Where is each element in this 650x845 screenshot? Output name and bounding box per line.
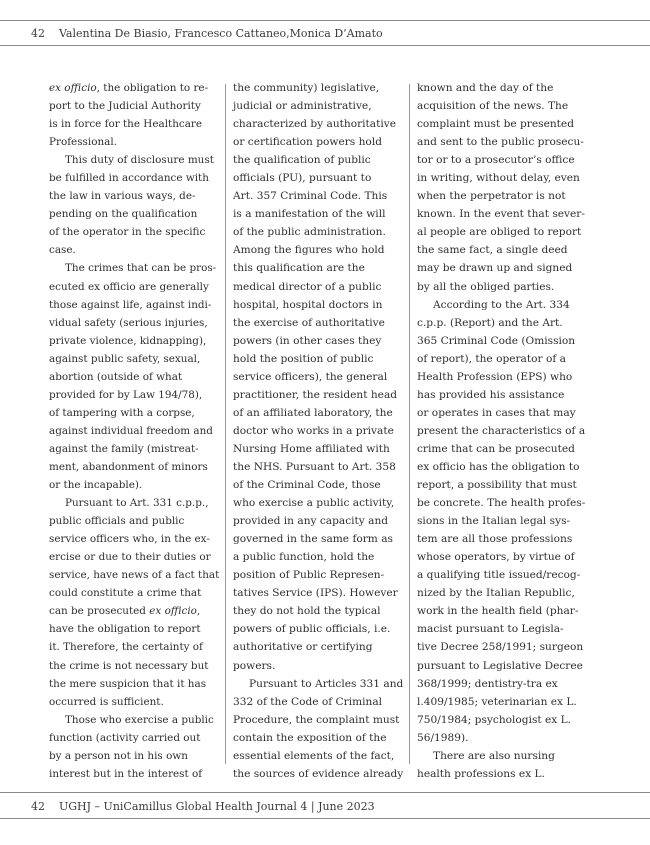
- text-line: position of Public Represen-: [233, 569, 385, 582]
- text-line: or operates in cases that may: [417, 406, 576, 419]
- text-line: abortion (outside of what: [49, 370, 183, 383]
- text-line: hold the position of public: [233, 352, 374, 365]
- text-line: present the characteristics of a: [417, 424, 586, 437]
- text-line: medical director of a public: [233, 280, 382, 293]
- text-line: known and the day of the: [417, 82, 554, 94]
- text-line: al people are obliged to report: [417, 226, 582, 239]
- text-line: interest but in the interest of: [49, 767, 203, 780]
- text-line: authoritative or certifying: [233, 641, 373, 654]
- text-line: tor or to a prosecutor’s office: [417, 154, 575, 167]
- text-line: practitioner, the resident head: [233, 388, 398, 401]
- text-line: ecuted ex officio are generally: [49, 280, 209, 293]
- text-line: macist pursuant to Legisla-: [417, 623, 564, 636]
- text-line: hospital, hospital doctors in: [233, 298, 383, 311]
- text-line: doctor who works in a private: [233, 424, 394, 437]
- text-line: it. Therefore, the certainty of: [49, 641, 203, 654]
- text-line: service officers), the general: [233, 370, 388, 383]
- text-line: Professional.: [49, 136, 117, 149]
- header-page-number: 42: [31, 27, 45, 40]
- footer-underline: [0, 818, 650, 819]
- text-line: of report), the operator of a: [417, 352, 566, 365]
- text-line: The crimes that can be pros-: [65, 262, 217, 275]
- column-divider-right: [409, 84, 410, 764]
- text-line: tive Decree 258/1991; surgeon: [417, 641, 584, 654]
- text-line: those against life, against indi-: [49, 298, 212, 311]
- text-line: powers (in other cases they: [233, 334, 382, 347]
- text-line: tem are all those professions: [417, 533, 573, 546]
- text-line: ment, abandonment of minors: [49, 460, 208, 473]
- footer-journal: UGHJ – UniCamillus Global Health Journal 4 | June 2023: [59, 800, 375, 813]
- text-line: against individual freedom and: [49, 424, 213, 437]
- text-line: the qualification of public: [233, 154, 371, 167]
- text-line: of an affiliated laboratory, the: [233, 406, 393, 419]
- text-line: is a manifestation of the will: [233, 208, 386, 221]
- text-line: of the Criminal Code, those: [233, 479, 381, 492]
- text-line: they do not hold the typical: [233, 605, 381, 618]
- text-line: There are also nursing: [433, 749, 555, 762]
- text-line: service officers who, in the ex-: [49, 533, 210, 546]
- text-line: whose operators, by virtue of: [417, 551, 575, 564]
- text-line: or the incapable).: [49, 479, 143, 492]
- text-line: officials (PU), pursuant to: [233, 172, 372, 185]
- text-column-middle: [233, 79, 403, 783]
- running-header: [31, 27, 383, 40]
- text-line: 365 Criminal Code (Omission: [417, 334, 576, 347]
- text-line: known. In the event that sever-: [417, 208, 585, 221]
- text-line: l.409/1985; veterinarian ex L.: [417, 695, 577, 708]
- column-divider-left: [225, 84, 226, 764]
- text-line: powers of public officials, i.e.: [233, 623, 391, 636]
- text-line: Procedure, the complaint must: [233, 713, 400, 726]
- text-line: crime that can be prosecuted: [417, 442, 575, 455]
- text-line: Among the figures who hold: [233, 244, 385, 257]
- text-line: be fulfilled in accordance with: [49, 172, 209, 185]
- text-line: ex officio, the obligation to re-: [49, 82, 209, 94]
- text-line: Those who exercise a public: [65, 713, 214, 726]
- text-line: essential elements of the fact,: [233, 749, 395, 762]
- text-line: in writing, without delay, even: [417, 172, 580, 185]
- text-line: vidual safety (serious injuries,: [49, 316, 208, 329]
- text-line: contain the exposition of the: [233, 731, 387, 744]
- text-column-left: [49, 79, 219, 783]
- text-line: could constitute a crime that: [49, 587, 202, 600]
- text-line: by a person not in his own: [49, 749, 188, 762]
- text-line: the law in various ways, de-: [49, 190, 196, 203]
- text-line: when the perpetrator is not: [417, 190, 566, 203]
- text-column-right: [417, 79, 585, 783]
- text-line: complaint must be presented: [417, 118, 574, 131]
- running-footer: [31, 800, 375, 813]
- text-line: of the operator in the specific: [49, 226, 206, 239]
- footer-page-number: 42: [31, 800, 45, 813]
- text-line: is in force for the Healthcare: [49, 118, 203, 131]
- text-line: the same fact, a single deed: [417, 244, 568, 257]
- text-line: Health Profession (EPS) who: [417, 370, 573, 383]
- text-line: characterized by authoritative: [233, 118, 397, 131]
- text-line: against public safety, sexual,: [49, 352, 201, 365]
- text-line: ercise or due to their duties or: [49, 551, 211, 564]
- text-line: against the family (mistreat-: [49, 442, 199, 455]
- header-underline: [0, 45, 650, 46]
- text-line: the exercise of authoritative: [233, 316, 385, 329]
- text-line: powers.: [233, 659, 276, 672]
- text-line: occurred is sufficient.: [49, 695, 164, 708]
- text-line: 750/1984; psychologist ex L.: [417, 713, 572, 726]
- text-line: the mere suspicion that it has: [49, 677, 207, 690]
- text-line: service, have news of a fact that: [49, 569, 220, 582]
- text-line: ex officio has the obligation to: [417, 460, 580, 473]
- text-line: by all the obliged parties.: [417, 280, 555, 293]
- text-line: judicial or administrative,: [233, 100, 372, 113]
- text-line: acquisition of the news. The: [417, 100, 569, 113]
- text-line: be concrete. The health profes-: [417, 497, 586, 510]
- text-line: provided for by Law 194/78),: [49, 388, 203, 401]
- text-line: work in the health field (phar-: [417, 605, 579, 618]
- text-line: Art. 357 Criminal Code. This: [233, 190, 388, 203]
- text-line: the crime is not necessary but: [49, 659, 209, 672]
- text-line: and sent to the public prosecu-: [417, 136, 584, 149]
- text-line: of tampering with a corpse,: [49, 406, 195, 419]
- text-line: a public function, hold the: [233, 551, 375, 564]
- text-line: of the public administration.: [233, 226, 386, 239]
- text-line: this qualification are the: [233, 262, 365, 275]
- text-line: provided in any capacity and: [233, 515, 389, 528]
- text-line: 368/1999; dentistry-tra ex: [417, 677, 558, 690]
- text-line: sions in the Italian legal sys-: [417, 515, 571, 528]
- text-line: public officials and public: [49, 515, 185, 528]
- text-line: Pursuant to Art. 331 c.p.p.,: [65, 497, 209, 510]
- text-line: tatives Service (IPS). However: [233, 587, 398, 600]
- text-line: may be drawn up and signed: [417, 262, 573, 275]
- text-line: pending on the qualification: [49, 208, 198, 221]
- text-line: health professions ex L.: [417, 767, 545, 780]
- text-line: This duty of disclosure must: [65, 154, 214, 167]
- header-rule: [0, 20, 650, 21]
- text-line: the NHS. Pursuant to Art. 358: [233, 460, 396, 473]
- text-line: Nursing Home affiliated with: [233, 442, 390, 455]
- text-line: can be prosecuted ex officio,: [49, 605, 201, 618]
- header-authors: Valentina De Biasio, Francesco Cattaneo,Monica D’Amato: [59, 27, 383, 40]
- text-line: Pursuant to Articles 331 and: [249, 677, 404, 690]
- text-line: 332 of the Code of Criminal: [233, 695, 383, 708]
- text-line: or certification powers hold: [233, 136, 382, 149]
- text-line: nized by the Italian Republic,: [417, 587, 575, 600]
- text-line: who exercise a public activity,: [233, 497, 395, 510]
- text-line: pursuant to Legislative Decree: [417, 659, 583, 672]
- text-line: the sources of evidence already: [233, 767, 404, 780]
- footer-rule: [0, 792, 650, 793]
- text-line: report, a possibility that must: [417, 479, 577, 492]
- text-line: According to the Art. 334: [433, 298, 570, 311]
- text-line: governed in the same form as: [233, 533, 393, 546]
- text-line: private violence, kidnapping),: [49, 334, 207, 347]
- text-line: port to the Judicial Authority: [49, 100, 201, 113]
- text-line: function (activity carried out: [49, 731, 201, 744]
- text-line: case.: [49, 244, 76, 257]
- text-line: a qualifying title issued/recog-: [417, 569, 581, 582]
- text-line: has provided his assistance: [417, 388, 565, 401]
- text-line: c.p.p. (Report) and the Art.: [417, 316, 563, 329]
- text-line: have the obligation to report: [49, 623, 201, 636]
- text-line: 56/1989).: [417, 731, 469, 744]
- text-line: the community) legislative,: [233, 82, 380, 94]
